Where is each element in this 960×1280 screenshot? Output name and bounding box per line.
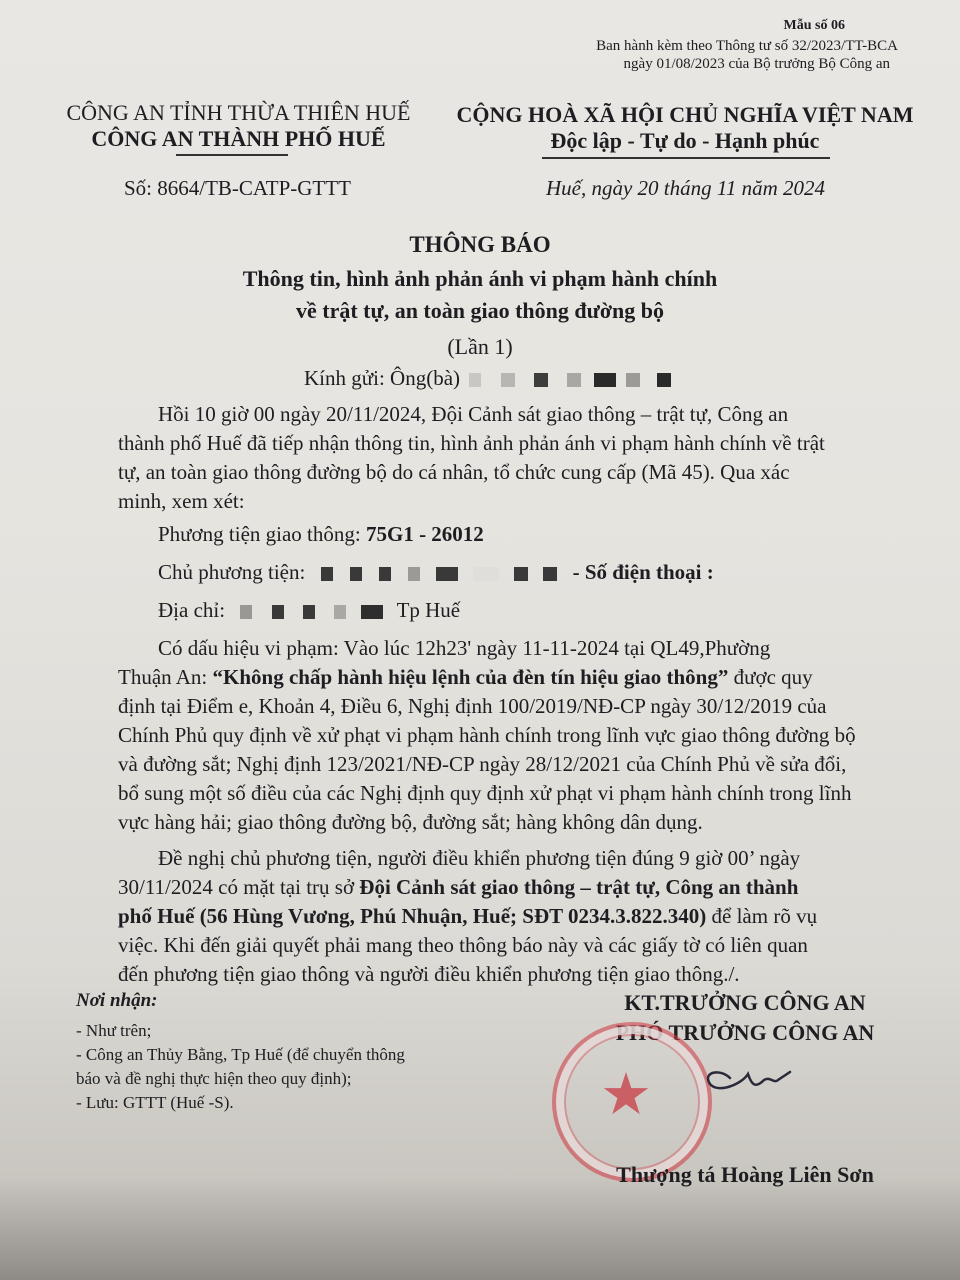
document-subtitle-2: về trật tự, an toàn giao thông đường bộ <box>295 298 664 323</box>
redaction-block <box>469 373 481 387</box>
redaction-block <box>626 373 640 387</box>
recipient-item: - Như trên; <box>76 1021 152 1040</box>
form-legal-basis: Ban hành kèm theo Thông tư số 32/2023/TT-BCA <box>596 38 898 54</box>
request-line4: việc. Khi đến giải quyết phải mang theo thông báo này và các giấy tờ có liên quan <box>118 933 808 957</box>
motto: Độc lập - Tự do - Hạnh phúc <box>550 128 820 153</box>
para1-line3: tự, an toàn giao thông đường bộ do cá nhân, tổ chức cung cấp (Mã 45). Qua xác <box>118 460 790 484</box>
star-emblem-icon: ★ <box>600 1062 652 1127</box>
recipients-title: Nơi nhận: <box>76 990 158 1011</box>
owner-line <box>158 560 714 585</box>
recipient-item: - Công an Thủy Bằng, Tp Huế (để chuyển thông <box>76 1045 405 1064</box>
request-text: 30/11/2024 có mặt tại trụ sở <box>118 875 360 899</box>
violation-line3: định tại Điểm e, Khoản 4, Điều 6, Nghị định 100/2019/NĐ-CP ngày 30/12/2019 của <box>118 694 827 718</box>
violation-line1: Có dấu hiệu vi phạm: Vào lúc 12h23' ngày 11-11-2024 tại QL49,Phường <box>158 636 771 660</box>
redaction-block <box>361 605 383 619</box>
request-text: để làm rõ vụ <box>706 904 818 928</box>
request-line3 <box>118 904 817 929</box>
redaction-block <box>501 373 515 387</box>
violation-line7: vực hàng hải; giao thông đường bộ, đường sắt; hàng không dân dụng. <box>118 810 703 834</box>
para1-line4: minh, xem xét: <box>118 489 245 513</box>
address-line <box>158 598 460 623</box>
violation-line2 <box>118 665 813 690</box>
agency-name: CÔNG AN THÀNH PHỐ HUẾ <box>91 126 386 151</box>
document-number: Số: 8664/TB-CATP-GTTT <box>124 176 351 200</box>
redaction-block <box>350 567 362 581</box>
redaction-block <box>534 373 548 387</box>
office-name: Đội Cảnh sát giao thông – trật tự, Công an thành <box>359 875 799 899</box>
redaction-block <box>272 605 284 619</box>
agency-parent: CÔNG AN TỈNH THỪA THIÊN HUẾ <box>66 100 411 125</box>
official-stamp <box>552 1022 712 1182</box>
recipient-label: Kính gửi: Ông(bà) <box>304 366 461 390</box>
owner-label: Chủ phương tiện: <box>158 560 306 584</box>
document-title: THÔNG BÁO <box>409 232 551 257</box>
notice-round: (Lần 1) <box>447 334 513 359</box>
violation-description: “Không chấp hành hiệu lệnh của đèn tín hiệu giao thông” <box>212 665 729 689</box>
recipient-item: - Lưu: GTTT (Huế -S). <box>76 1093 234 1112</box>
vehicle-plate: 75G1 - 26012 <box>365 522 484 546</box>
redaction-block <box>379 567 391 581</box>
motto-underline <box>542 157 830 159</box>
vehicle-label: Phương tiện giao thông: <box>158 522 361 546</box>
address-label: Địa chỉ: <box>158 598 226 622</box>
office-address: phố Huế (56 Hùng Vương, Phú Nhuận, Huế; SĐT 0234.3.822.340) <box>118 904 707 928</box>
para1-line2: thành phố Huế đã tiếp nhận thông tin, hình ảnh phản ánh vi phạm hành chính về trật <box>118 431 825 455</box>
redaction-block <box>408 567 420 581</box>
signature-title-1: KT.TRƯỞNG CÔNG AN <box>624 990 866 1015</box>
redaction-block <box>514 567 528 581</box>
recipient-line <box>304 366 671 391</box>
violation-line6: bổ sung một số điều của các Nghị định quy định xử phạt vi phạm hành chính trong lĩnh <box>118 781 852 805</box>
redaction-block <box>594 373 616 387</box>
signer-name: Thượng tá Hoàng Liên Sơn <box>616 1162 874 1187</box>
form-number: Mẫu số 06 <box>783 18 845 33</box>
para1-line1: Hồi 10 giờ 00 ngày 20/11/2024, Đội Cảnh sát giao thông – trật tự, Công an <box>158 402 789 426</box>
redaction-block <box>436 567 458 581</box>
address-tail: Tp Huế <box>396 598 461 622</box>
agency-underline <box>176 154 288 156</box>
redaction-block <box>303 605 315 619</box>
signature-title-2: PHÓ TRƯỞNG CÔNG AN <box>615 1020 875 1045</box>
nation-name: CỘNG HOÀ XÃ HỘI CHỦ NGHĨA VIỆT NAM <box>456 102 914 127</box>
redaction-block <box>334 605 346 619</box>
redaction-block <box>567 373 581 387</box>
phone-label: - Số điện thoại : <box>572 560 714 584</box>
request-line2 <box>118 875 798 900</box>
agency-header <box>66 100 411 152</box>
redaction-block <box>321 567 333 581</box>
violation-line5: và đường sắt; Nghị định 123/2021/NĐ-CP ngày 28/12/2021 của Chính Phủ về sửa đổi, <box>118 752 847 776</box>
violation-text: được quy <box>728 665 813 689</box>
recipient-item: báo và đề nghị thực hiện theo quy định); <box>76 1069 352 1088</box>
vehicle-line <box>158 522 484 547</box>
form-legal-date: ngày 01/08/2023 của Bộ trưởng Bộ Công an <box>623 56 890 72</box>
redaction-block <box>657 373 671 387</box>
nation-header <box>450 102 920 154</box>
request-line5: đến phương tiện giao thông và người điều khiển phương tiện giao thông./. <box>118 962 740 986</box>
handwritten-signature <box>690 1050 800 1100</box>
place-date: Huế, ngày 20 tháng 11 năm 2024 <box>546 176 825 200</box>
violation-location: Thuận An: <box>118 665 213 689</box>
request-line1: Đề nghị chủ phương tiện, người điều khiển phương tiện đúng 9 giờ 00’ ngày <box>158 846 801 870</box>
redaction-block <box>543 567 557 581</box>
redaction-block <box>473 567 499 581</box>
redaction-block <box>240 605 252 619</box>
document-subtitle-1: Thông tin, hình ảnh phản ánh vi phạm hành chính <box>242 266 718 291</box>
violation-line4: Chính Phủ quy định về xử phạt vi phạm hành chính trong lĩnh vực giao thông đường bộ <box>118 723 856 747</box>
